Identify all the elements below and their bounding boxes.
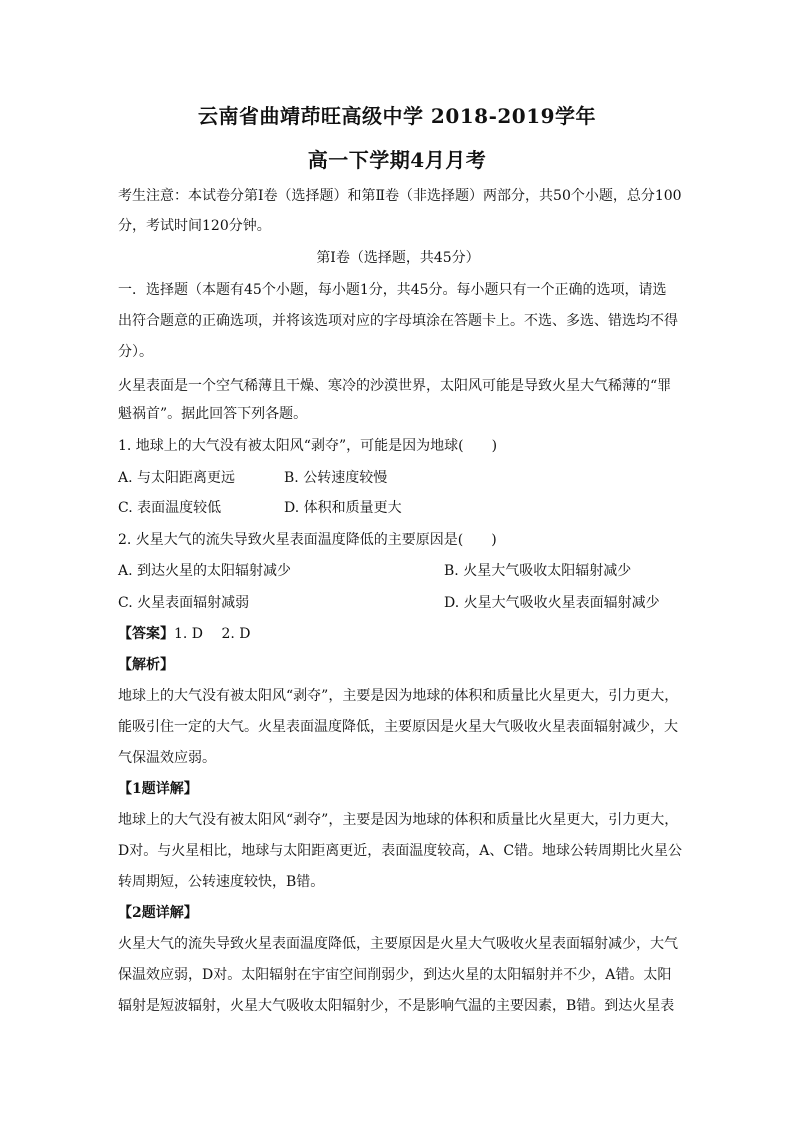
- detail2-label: 【2题详解】: [118, 905, 198, 921]
- q1-option-a: A. 与太阳距离更远: [118, 470, 236, 486]
- instructions-line3: 分）。: [118, 344, 153, 360]
- answer-text: 1. D 2. D: [174, 626, 251, 642]
- analysis-line3: 气保温效应弱。: [118, 750, 216, 766]
- q2-option-c: C. 火星表面辐射减弱: [118, 595, 250, 611]
- q2-option-b: B. 火星大气吸收太阳辐射减少: [444, 563, 632, 579]
- q1-option-b: B. 公转速度较慢: [284, 470, 388, 486]
- detail1-line3: 转周期短，公转速度较快，B错。: [118, 874, 325, 890]
- detail2-line1: 火星大气的流失导致火星表面温度降低，主要原因是火星大气吸收火星表面辐射减少，大气: [118, 936, 678, 952]
- analysis-line1: 地球上的大气没有被太阳风“剥夺”，主要是因为地球的体积和质量比火星更大，引力更大，: [118, 688, 679, 704]
- q1-option-c: C. 表面温度较低: [118, 500, 222, 516]
- q2-option-a: A. 到达火星的太阳辐射减少: [118, 563, 292, 579]
- section1-title: 第Ⅰ卷（选择题，共45分）: [316, 250, 480, 266]
- detail1-label: 【1题详解】: [118, 781, 198, 797]
- detail2-line2: 保温效应弱，D对。太阳辐射在宇宙空间削弱少，到达火星的太阳辐射并不少，A错。太阳: [118, 967, 672, 983]
- exam-title-line1: 云南省曲靖茚旺高级中学 2018-2019学年: [197, 104, 597, 128]
- instructions-line2: 出符合题意的正确选项，并将该选项对应的字母填涂在答题卡上。不选、多选、错选均不得: [118, 313, 678, 329]
- answer-label: 【答案】: [118, 626, 174, 642]
- analysis-line2: 能吸引住一定的大气。火星表面温度降低，主要原因是火星大气吸收火星表面辐射减少，大: [118, 719, 678, 735]
- material-line2: 魁祸首”。据此回答下列各题。: [118, 406, 308, 422]
- instructions-line1: 一．选择题（本题有45个小题，每小题1分，共45分。每小题只有一个正确的选项，请选: [118, 282, 667, 298]
- material-line1: 火星表面是一个空气稀薄且干燥、寒冷的沙漠世界，太阳风可能是导致火星大气稀薄的“罪: [118, 378, 672, 394]
- exam-title-line2: 高一下学期4月月考: [307, 148, 487, 172]
- detail2-line3: 辐射是短波辐射，火星大气吸收太阳辐射少，不是影响气温的主要因素，B错。到达火星表: [118, 998, 675, 1014]
- answer-line: [118, 624, 678, 644]
- detail1-line1: 地球上的大气没有被太阳风“剥夺”，主要是因为地球的体积和质量比火星更大，引力更大，: [118, 812, 679, 828]
- question1-stem: 1. 地球上的大气没有被太阳风“剥夺”，可能是因为地球( ): [118, 438, 498, 454]
- detail1-line2: D对。与火星相比，地球与太阳距离更近，表面温度较高，A、C错。地球公转周期比火星公: [118, 843, 683, 859]
- q2-option-d: D. 火星大气吸收火星表面辐射减少: [444, 595, 660, 611]
- notice-line2: 分，考试时间120分钟。: [118, 218, 271, 234]
- notice-line1: 考生注意：本试卷分第Ⅰ卷（选择题）和第Ⅱ卷（非选择题）两部分，共50个小题，总分100: [118, 188, 682, 204]
- analysis-label: 【解析】: [118, 657, 174, 673]
- q1-option-d: D. 体积和质量更大: [284, 500, 402, 516]
- question2-stem: 2. 火星大气的流失导致火星表面温度降低的主要原因是( ): [118, 532, 497, 548]
